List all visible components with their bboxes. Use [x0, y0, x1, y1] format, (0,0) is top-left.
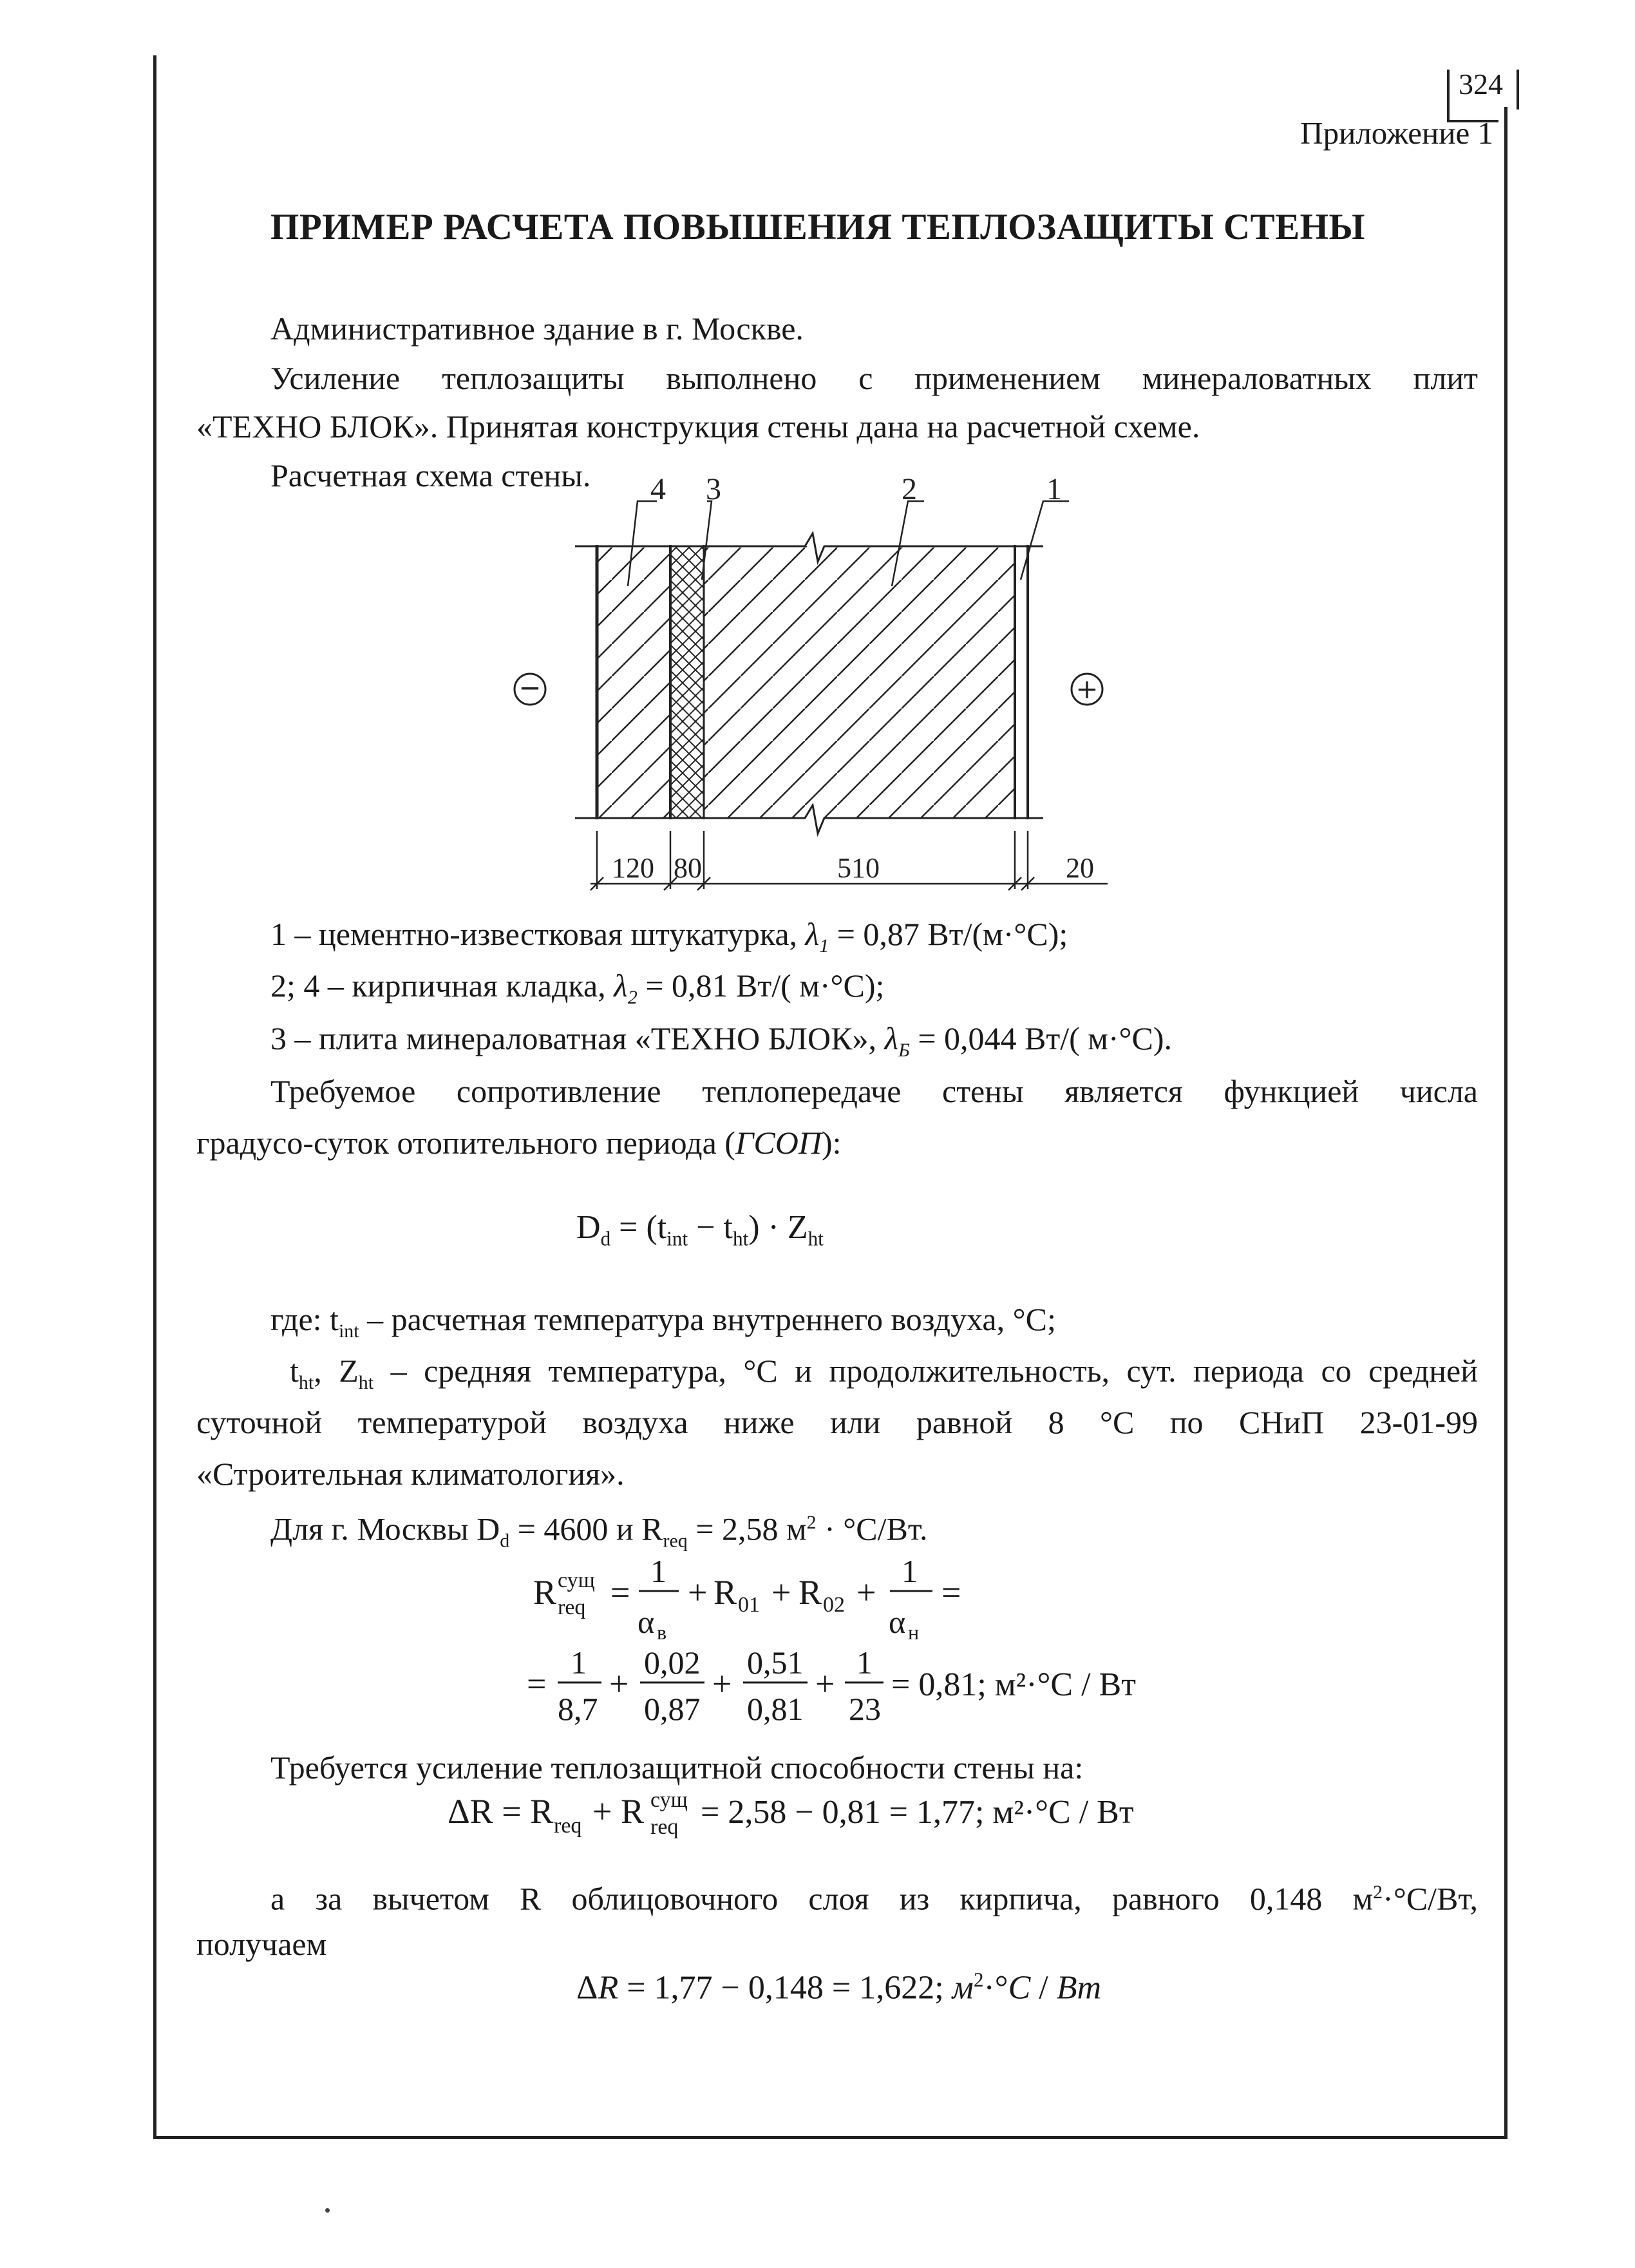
page-number-box-left [1447, 70, 1450, 121]
svg-text:н: н [908, 1621, 920, 1644]
svg-text:α: α [638, 1604, 655, 1640]
page-number-box-right [1517, 70, 1519, 110]
layer-2-brick [704, 546, 1015, 818]
page-frame-bottom [153, 2136, 1507, 2139]
legend-layer-1: 1 – цементно-известковая штукатурка, $\lambda_1 = 0,87$ Вт/(м·°С); [270, 916, 1068, 957]
svg-text:+: + [771, 1573, 791, 1612]
svg-text:= 2,58 − 0,81 = 1,77; м²·°С /: = 2,58 − 0,81 = 1,77; м²·°С / Вт [701, 1794, 1134, 1831]
svg-text:0,02: 0,02 [644, 1644, 701, 1681]
final-line-2: получаем [196, 1926, 327, 1962]
svg-text:0,81: 0,81 [747, 1691, 804, 1727]
svg-text:0,51: 0,51 [747, 1644, 804, 1681]
layer-3-insulation [670, 546, 704, 818]
final-line-1: а за вычетом R облицовочного слоя из кирпича, равного 0,148 $м^2\cdot^\circ С/Вт$, [270, 1880, 1478, 1917]
appendix-label: Приложение 1 [1300, 115, 1493, 151]
final-formula: ΔR = 1,77 − 0,148 = 1,622; $м^2\cdot^\circ C / Bm$ [576, 1968, 1102, 2006]
svg-text:R: R [799, 1573, 822, 1612]
layer-label-3: 3 [706, 472, 721, 506]
legend-layer-2-4: 2; 4 – кирпичная кладка, $\lambda_2 = 0,81$ Вт/( м·°С); [270, 967, 885, 1008]
scheme-caption: Расчетная схема стены. [270, 457, 591, 493]
svg-text:req: req [650, 1815, 679, 1839]
svg-text:R: R [533, 1573, 557, 1612]
svg-text:+: + [712, 1664, 732, 1703]
layer-label-4: 4 [650, 472, 666, 506]
svg-text:+: + [856, 1573, 876, 1612]
svg-text:1: 1 [650, 1553, 666, 1589]
plus-symbol: + [1075, 673, 1099, 705]
svg-text:+: + [609, 1664, 629, 1703]
svg-text:+: + [815, 1664, 835, 1703]
intro-paragraph-1: Административное здание в г. Москве. [270, 310, 804, 347]
svg-text:в: в [657, 1621, 667, 1644]
minus-symbol: − [518, 672, 542, 703]
svg-text:ΔR = R: ΔR = R [448, 1792, 554, 1831]
svg-text:R: R [714, 1573, 737, 1612]
svg-text:02: 02 [823, 1593, 845, 1617]
svg-text:8,7: 8,7 [558, 1691, 598, 1727]
svg-text:сущ: сущ [558, 1568, 595, 1592]
page-frame-right [1504, 107, 1507, 2139]
page-number: 324 [1459, 68, 1503, 100]
svg-text:req: req [558, 1596, 586, 1619]
scan-speck [325, 2208, 330, 2213]
svg-text:+ R: + R [592, 1792, 644, 1831]
svg-text:=: = [527, 1664, 547, 1703]
gsop-formula: $D_d = (t_{int} - t_{ht}) \cdot Z_{ht}$ [576, 1209, 824, 1250]
svg-text:23: 23 [849, 1691, 881, 1727]
svg-text:сущ: сущ [650, 1788, 688, 1812]
layer-1-plaster [1016, 546, 1028, 818]
wall-section-diagram [496, 464, 1140, 902]
gsop-line-1: Требуемое сопротивление теплопередаче стены является функцией числа [270, 1073, 1478, 1109]
gsop-line-2: градусо-суток отопительного периода (ГСОП): [196, 1125, 842, 1161]
svg-text:1: 1 [856, 1644, 873, 1681]
svg-text:req: req [554, 1814, 582, 1838]
intro-paragraph-2-line-1: Усиление теплозащиты выполнено с применением минераловатных плит [270, 360, 1478, 396]
svg-text:=: = [610, 1573, 630, 1612]
svg-text:=: = [941, 1573, 961, 1612]
increase-text: Требуется усиление теплозащитной способности стены на: [270, 1749, 1084, 1786]
layer-label-2: 2 [902, 472, 917, 506]
where-tint: где: $t_{int}$ – расчетная температура внутреннего воздуха, °С; [270, 1301, 1056, 1342]
legend-layer-3: 3 – плита минераловатная «ТЕХНО БЛОК», $\lambda_Б = 0,044$ Вт/( м·°С). [270, 1020, 1173, 1061]
svg-text:α: α [889, 1604, 906, 1640]
svg-text:= 0,81; м²·°С / Вт: = 0,81; м²·°С / Вт [891, 1666, 1136, 1703]
dimension-120: 120 [612, 852, 654, 884]
layer-label-1: 1 [1046, 472, 1062, 506]
where-tht-zht: $t_{ht}$, $Z_{ht}$ – средняя температура, °С и продолжительность, сут. периода со средней [290, 1353, 1478, 1393]
where-line-4: «Строительная климатология». [196, 1456, 625, 1492]
intro-paragraph-2-line-2: «ТЕХНО БЛОК». Принятая конструкция стены дана на расчетной схеме. [196, 408, 1200, 444]
where-line-3: суточной температурой воздуха ниже или равной 8 °С по СНиП 23-01-99 [196, 1404, 1478, 1440]
dimension-510: 510 [837, 852, 880, 884]
svg-text:1: 1 [571, 1644, 587, 1681]
svg-text:01: 01 [738, 1593, 760, 1617]
dimension-80: 80 [674, 852, 702, 884]
layer-4-brick [597, 546, 669, 818]
svg-text:+: + [688, 1573, 708, 1612]
moscow-values: Для г. Москвы $D_d = 4600$ и $R_{req} = 2,58$ $м^2 \cdot ^\circ С/Вт$. [270, 1510, 928, 1552]
page-frame-left [153, 55, 156, 2139]
dimension-20: 20 [1066, 852, 1094, 884]
resistance-calculation [515, 1546, 1159, 1752]
svg-text:0,87: 0,87 [644, 1691, 701, 1727]
increase-formula [438, 1778, 1211, 1849]
page-title: ПРИМЕР РАСЧЕТА ПОВЫШЕНИЯ ТЕПЛОЗАЩИТЫ СТЕНЫ [270, 207, 1365, 247]
svg-text:1: 1 [902, 1553, 918, 1589]
